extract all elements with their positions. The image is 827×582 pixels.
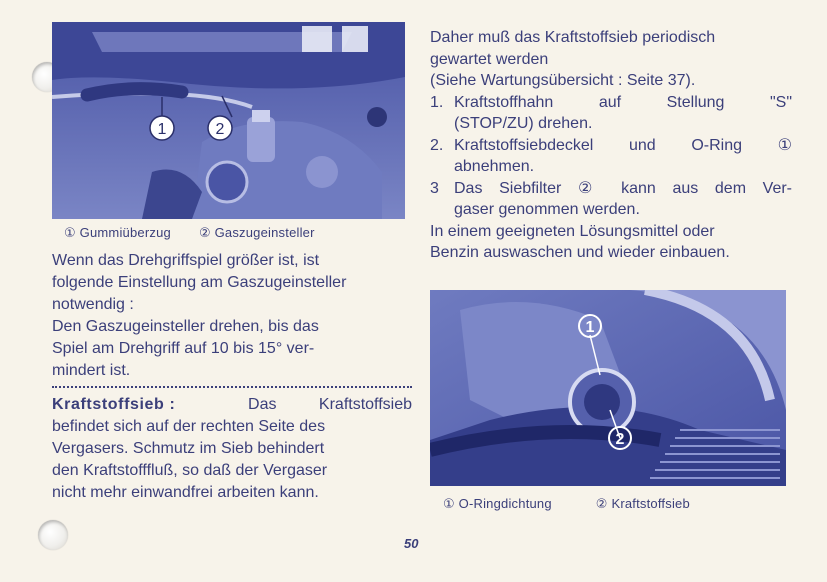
left-para-1-line-1: Wenn das Drehgriffspiel größer ist, ist xyxy=(52,252,320,269)
step-3-line-2: gaser genommen werden. xyxy=(454,201,640,218)
step-2 xyxy=(430,135,792,157)
step-3-line-1: Das Siebfilter ② kann aus dem Ver- xyxy=(454,179,792,197)
left-column-text xyxy=(52,250,412,504)
step-1-line-1: Kraftstoffhahn auf Stellung "S" xyxy=(454,93,792,111)
right-intro-line-3: (Siehe Wartungsübersicht : Seite 37). xyxy=(430,72,696,89)
caption-left-item-2: ② Gaszugeinsteller xyxy=(198,225,315,240)
photo-right-illustration xyxy=(430,290,786,486)
caption-left-item-1: ① Gummiüberzug xyxy=(64,225,171,240)
photo-left-illustration xyxy=(52,22,405,219)
right-outro-line-1: In einem geeigneten Lösungsmittel oder xyxy=(430,222,715,240)
left-para-3-line-1-rest: Das Kraftstoffsieb xyxy=(248,396,412,413)
right-outro-line-2: Benzin auswaschen und wieder einbauen. xyxy=(430,244,730,261)
left-para-2-line-1: Den Gaszugeinsteller drehen, bis das xyxy=(52,318,319,335)
photo-right-marker-2: 2 xyxy=(615,431,625,448)
photo-throttle-cable-adjuster xyxy=(52,22,405,219)
left-para-3-line-1 xyxy=(52,394,412,416)
left-para-2-line-3: mindert ist. xyxy=(52,362,131,379)
photo-fuel-strainer xyxy=(430,290,786,486)
left-para-1-line-2: folgende Einstellung am Gaszugeinsteller xyxy=(52,274,347,291)
step-1-number: 1. xyxy=(430,93,444,111)
section-divider xyxy=(52,386,412,388)
step-2-line-1: Kraftstoffsiebdeckel und O-Ring ① xyxy=(454,136,792,154)
caption-left-photo xyxy=(64,225,315,241)
right-intro-line-1: Daher muß das Kraftstoffsieb periodisch xyxy=(430,29,716,46)
left-para-3-line-3: Vergasers. Schmutz im Sieb behindert xyxy=(52,440,325,457)
left-para-1-line-3: notwendig : xyxy=(52,296,134,313)
step-3-number: 3 xyxy=(430,179,439,197)
step-1-line-2: (STOP/ZU) drehen. xyxy=(454,115,593,132)
photo-left-marker-2: 2 xyxy=(215,121,225,138)
step-1 xyxy=(430,92,792,114)
caption-right-item-2: ② Kraftstoffsieb xyxy=(595,496,690,511)
left-para-3-line-4: den Kraftstofffluß, so daß der Vergaser xyxy=(52,462,328,479)
caption-right-item-1: ① O-Ringdichtung xyxy=(443,496,552,511)
right-intro-line-2: gewartet werden xyxy=(430,50,549,68)
left-para-2-line-2: Spiel am Drehgriff auf 10 bis 15° ver- xyxy=(52,340,315,357)
left-para-3-line-2: befindet sich auf der rechten Seite des xyxy=(52,418,326,435)
step-3 xyxy=(430,178,792,200)
binding-hole-bottom xyxy=(38,520,68,550)
photo-right-marker-1: 1 xyxy=(585,319,595,336)
photo-left-marker-1: 1 xyxy=(157,121,167,138)
left-para-3-line-5: nicht mehr einwandfrei arbeiten kann. xyxy=(52,484,319,501)
caption-right-photo xyxy=(443,496,690,512)
page-number: 50 xyxy=(404,536,419,551)
step-2-number: 2. xyxy=(430,136,444,154)
step-2-line-2: abnehmen. xyxy=(454,158,535,175)
section-heading-fuel-strainer: Kraftstoffsieb : xyxy=(52,396,176,413)
right-column-text xyxy=(430,27,792,264)
